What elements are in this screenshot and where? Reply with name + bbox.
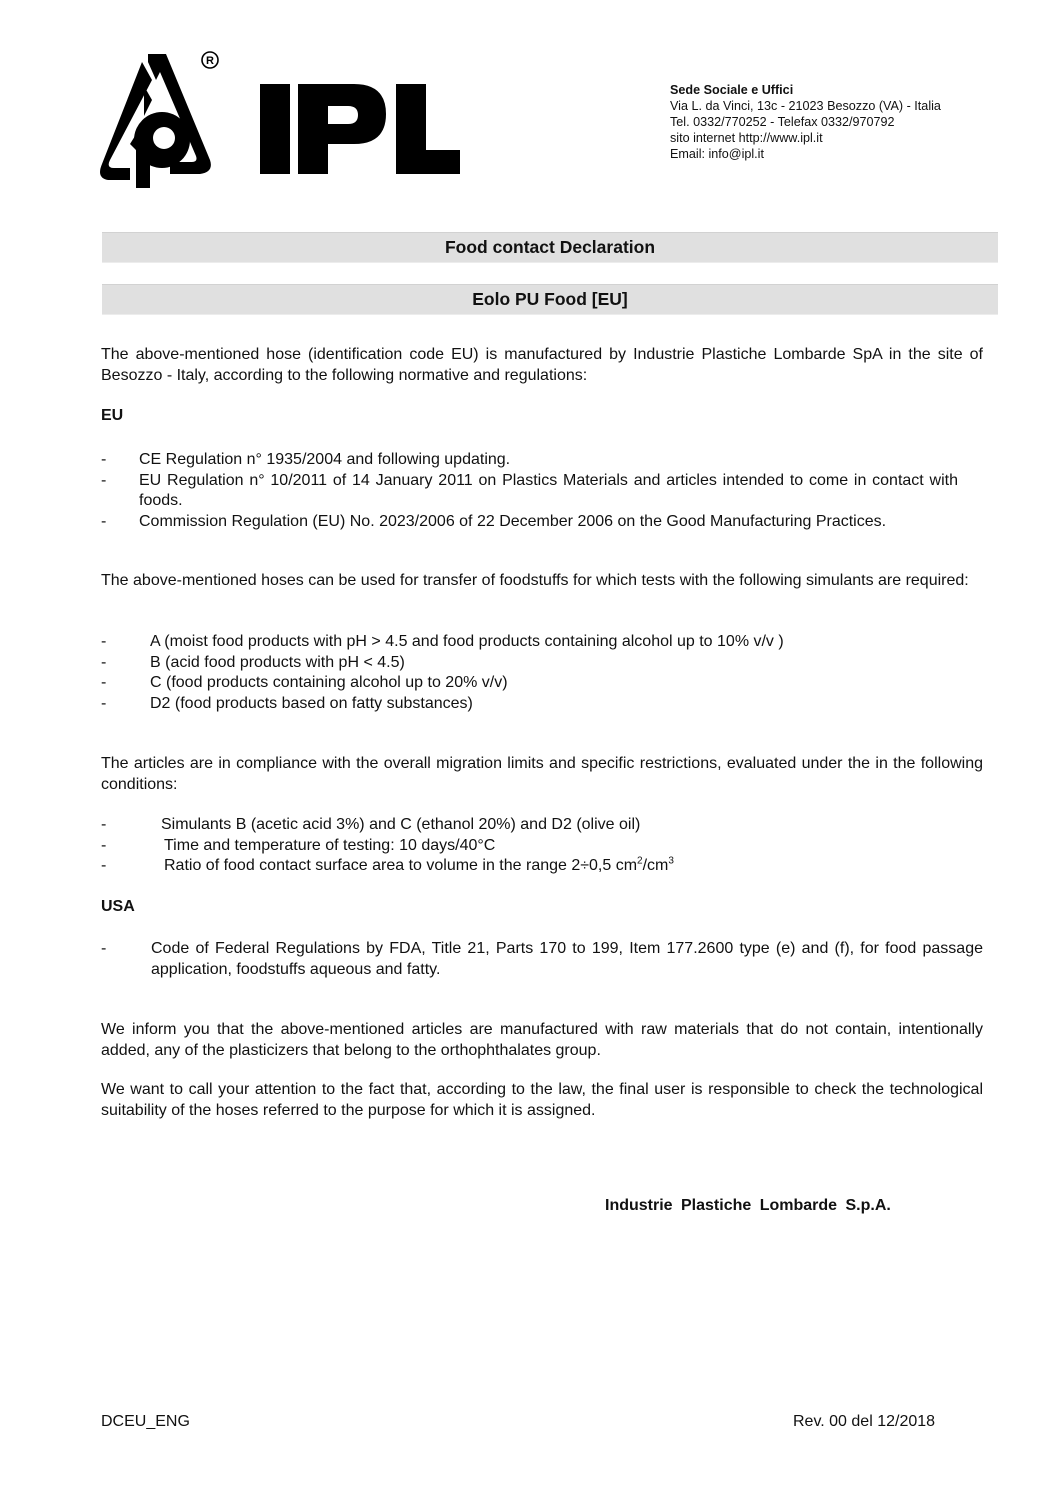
document-title-bar (102, 232, 998, 263)
company-signature: Industrie Plastiche Lombarde S.p.A. (605, 1197, 891, 1214)
list-item: - EU Regulation n° 10/2011 of 14 January 2011 on Plastics Materials and articles intended to come in contact with foods. (101, 471, 958, 509)
document-title: Food contact Declaration (444, 237, 656, 257)
list-item: - Time and temperature of testing: 10 days/40°C (101, 836, 496, 854)
document-code: DCEU_ENG (101, 1413, 190, 1430)
address-phone: Tel. 0332/770252 - Telefax 0332/970792 (670, 115, 895, 129)
list-item: - B (acid food products with pH < 4.5) (101, 653, 405, 671)
svg-text:R: R (206, 55, 214, 67)
product-title-bar (102, 284, 998, 315)
list-item: - C (food products containing alcohol up to 20% v/v) (101, 674, 508, 691)
simulants-intro: The above-mentioned hoses can be used for transfer of foodstuffs for which tests with the following simulants are required: (101, 572, 969, 589)
list-item: - Ratio of food contact surface area to volume in the range 2÷0,5 $cm^2/cm^3$ (101, 855, 674, 874)
list-item: - A (moist food products with pH > 4.5 and food products containing alcohol up to 10% v/v ) (101, 633, 784, 650)
revision-info: Rev. 00 del 12/2018 (793, 1413, 936, 1430)
list-item: - CE Regulation n° 1935/2004 and following updating. (101, 451, 511, 468)
list-item: - D2 (food products based on fatty substances) (101, 694, 473, 712)
list-item: - Code of Federal Regulations by FDA, Title 21, Parts 170 to 199, Item 177.2600 type (e) and (f), for food passage application, foodstuffs aqueous and fatty. (101, 940, 983, 978)
product-title: Eolo PU Food [EU] (472, 289, 628, 309)
ipl-emblem-icon (100, 50, 460, 192)
address-email: Email: info@ipl.it (670, 147, 764, 161)
phthalates-note: We inform you that the above-mentioned articles are manufactured with raw materials that do not contain, intentionally added, any of the plasticizers that belong to the orthophthalates group. (101, 1021, 983, 1059)
intro-paragraph: The above-mentioned hose (identification code EU) is manufactured by Industrie Plastiche Lombarde SpA in the site of Besozzo - Italy, according to the following normative and regulations: (101, 346, 983, 384)
company-logo (100, 50, 460, 192)
list-item: - Commission Regulation (EU) No. 2023/2006 of 22 December 2006 on the Good Manufacturing Practices. (101, 512, 887, 530)
address-website: sito internet http://www.ipl.it (670, 131, 823, 145)
address-street: Via L. da Vinci, 13c - 21023 Besozzo (VA) - Italia (670, 99, 941, 113)
usa-regulations-list (101, 939, 983, 980)
test-conditions-list (101, 815, 983, 877)
compliance-intro: The articles are in compliance with the overall migration limits and specific restrictions, evaluated under the in the following conditions: (101, 755, 983, 793)
company-address (670, 82, 941, 162)
list-item: - Simulants B (acetic acid 3%) and C (ethanol 20%) and D2 (olive oil) (101, 816, 641, 833)
simulants-list (101, 632, 983, 714)
eu-regulations-list (101, 450, 983, 532)
address-title: Sede Sociale e Uffici (670, 83, 794, 97)
usa-heading: USA (101, 898, 135, 915)
user-responsibility-note: We want to call your attention to the fact that, according to the law, the final user is responsible to check the technological suitability of the hoses referred to the purpose for which it is assigned. (101, 1081, 983, 1119)
eu-heading: EU (101, 407, 124, 424)
